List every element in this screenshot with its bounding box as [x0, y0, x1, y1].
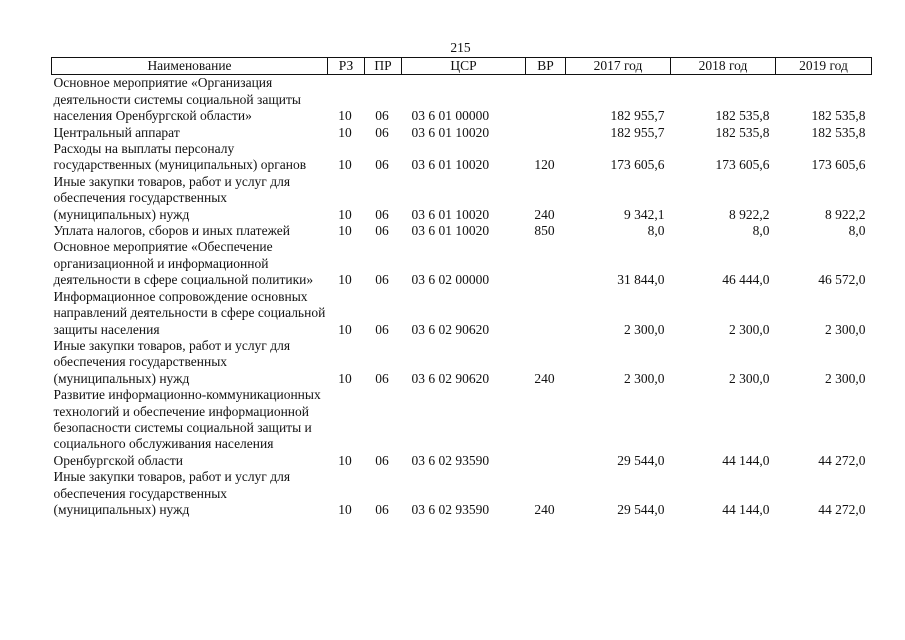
row-name: Иные закупки товаров, работ и услуг для обеспечения государственных (муниципальных) нужд: [53, 337, 291, 386]
row-2017: 182 955,7: [610, 124, 665, 140]
table-row: [52, 125, 872, 141]
row-csr: 03 6 01 10020: [411, 157, 490, 173]
row-rz: 10: [338, 223, 352, 239]
row-name: Основное мероприятие «Обеспечение организационной и информационной деятельности в сфере социальной политики»: [53, 239, 314, 288]
row-2018: 182 535,8: [715, 108, 770, 124]
row-2017: 8,0: [647, 223, 665, 239]
row-name: Уплата налогов, сборов и иных платежей: [53, 223, 290, 239]
row-csr: 03 6 01 10020: [411, 124, 490, 140]
row-pr: 06: [375, 206, 389, 222]
row-rz: 10: [338, 272, 352, 288]
row-2018: 44 144,0: [722, 452, 770, 468]
row-csr: 03 6 02 00000: [411, 272, 490, 288]
row-pr: 06: [375, 370, 389, 386]
row-name: Центральный аппарат: [53, 124, 180, 140]
row-2018: 2 300,0: [729, 370, 770, 386]
row-2018: 182 535,8: [715, 124, 770, 140]
row-rz: 10: [338, 321, 352, 337]
row-2019: 182 535,8: [811, 124, 866, 140]
row-2019: 182 535,8: [811, 108, 866, 124]
row-name: Расходы на выплаты персоналу государственных (муниципальных) органов: [53, 141, 307, 173]
row-2019: 46 572,0: [818, 272, 866, 288]
page-number: 215: [450, 40, 471, 55]
row-vr: [526, 387, 566, 469]
row-2018: 8,0: [752, 223, 770, 239]
row-csr: 03 6 01 00000: [411, 108, 490, 124]
row-2019: 2 300,0: [825, 370, 866, 386]
row-pr: 06: [375, 108, 389, 124]
row-csr: 03 6 02 90620: [411, 370, 490, 386]
row-rz: 10: [338, 452, 352, 468]
row-vr: [526, 289, 566, 338]
table-row: [52, 387, 872, 469]
row-2019: 44 272,0: [818, 501, 866, 517]
row-pr: 06: [375, 223, 389, 239]
row-csr: 03 6 01 10020: [411, 223, 490, 239]
row-2018: 46 444,0: [722, 272, 770, 288]
row-rz: 10: [338, 501, 352, 517]
row-2019: 8,0: [848, 223, 866, 239]
row-2017: 9 342,1: [624, 206, 665, 222]
row-csr: 03 6 02 90620: [411, 321, 490, 337]
row-rz: 10: [338, 370, 352, 386]
row-name: Информационное сопровождение основных направлений деятельности в сфере социальной защиты населения: [53, 288, 326, 337]
row-rz: 10: [338, 206, 352, 222]
row-2019: 173 605,6: [811, 157, 866, 173]
row-2017: 31 844,0: [617, 272, 665, 288]
row-2017: 2 300,0: [624, 321, 665, 337]
header-vr: ВР: [526, 58, 566, 75]
row-pr: 06: [375, 272, 389, 288]
table-row: [52, 141, 872, 174]
table-row: [52, 469, 872, 518]
header-2019: 2019 год: [776, 58, 872, 75]
row-vr: 240: [534, 501, 555, 517]
row-2018: 44 144,0: [722, 501, 770, 517]
row-vr: 850: [534, 223, 555, 239]
table-row: [52, 75, 872, 125]
row-name: Основное мероприятие «Организация деятельности системы социальной защиты населения Оренбургской области»: [53, 75, 301, 124]
row-vr: 240: [534, 370, 555, 386]
row-2017: 182 955,7: [610, 108, 665, 124]
row-vr: 240: [534, 206, 555, 222]
row-2017: 173 605,6: [610, 157, 665, 173]
header-2017: 2017 год: [566, 58, 671, 75]
row-2017: 2 300,0: [624, 370, 665, 386]
row-vr: [526, 75, 566, 125]
header-name: Наименование: [52, 58, 328, 75]
row-vr: [526, 125, 566, 141]
row-rz: 10: [338, 157, 352, 173]
row-rz: 10: [338, 108, 352, 124]
table-row: [52, 338, 872, 387]
row-name: Иные закупки товаров, работ и услуг для обеспечения государственных (муниципальных) нужд: [53, 469, 291, 517]
header-rz: РЗ: [328, 58, 365, 75]
row-2018: 8 922,2: [729, 206, 770, 222]
row-pr: 06: [375, 452, 389, 468]
row-pr: 06: [375, 321, 389, 337]
table-row: [52, 239, 872, 288]
row-name: Развитие информационно-коммуникационных технологий и обеспечение информационной безопасности системы социальной защиты и социального обслуживания населения Оренбургской области: [53, 387, 321, 468]
row-2019: 8 922,2: [825, 206, 866, 222]
row-2017: 29 544,0: [617, 452, 665, 468]
table-row: [52, 289, 872, 338]
row-2019: 44 272,0: [818, 452, 866, 468]
row-csr: 03 6 02 93590: [411, 452, 490, 468]
row-pr: 06: [375, 501, 389, 517]
header-2018: 2018 год: [671, 58, 776, 75]
row-name: Иные закупки товаров, работ и услуг для обеспечения государственных (муниципальных) нужд: [53, 173, 291, 222]
row-2018: 173 605,6: [715, 157, 770, 173]
table-row: [52, 223, 872, 239]
table-row: [52, 174, 872, 223]
row-2017: 29 544,0: [617, 501, 665, 517]
budget-table: [51, 57, 872, 518]
row-csr: 03 6 01 10020: [411, 206, 490, 222]
row-2019: 2 300,0: [825, 321, 866, 337]
row-pr: 06: [375, 157, 389, 173]
row-vr: [526, 239, 566, 288]
header-csr: ЦСР: [402, 58, 526, 75]
header-pr: ПР: [365, 58, 402, 75]
row-csr: 03 6 02 93590: [411, 501, 490, 517]
row-rz: 10: [338, 124, 352, 140]
table-header-row: [52, 58, 872, 75]
row-vr: 120: [534, 157, 555, 173]
row-pr: 06: [375, 124, 389, 140]
row-2018: 2 300,0: [729, 321, 770, 337]
